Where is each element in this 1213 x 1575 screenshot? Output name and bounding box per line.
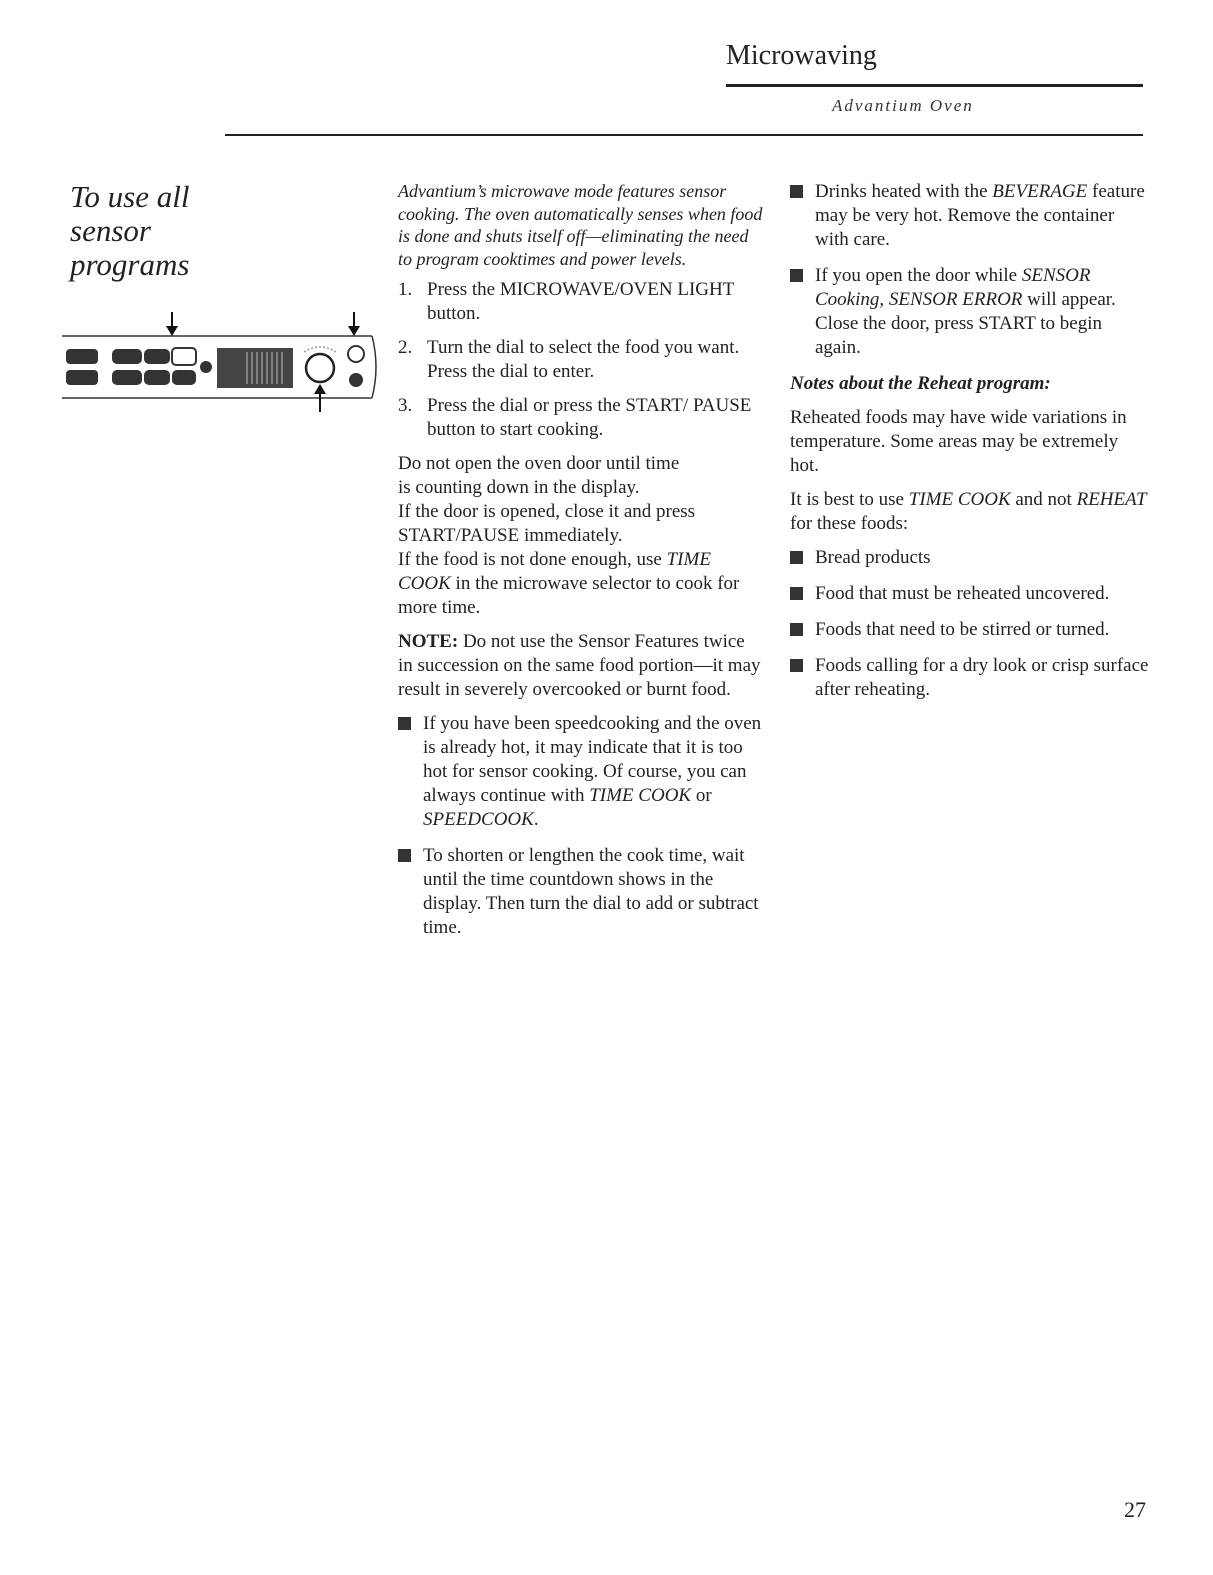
list-item: If you have been speedcooking and the oven is already hot, it may indicate that it is too hot for sensor cooking. Of course, you can always continue with TIME COOK or SPEEDCOOK. <box>398 712 763 832</box>
panel-right-edge <box>372 336 376 398</box>
bullet-square-icon <box>398 717 411 730</box>
step-list <box>398 278 763 442</box>
list-item: 3. Press the dial or press the START/ PAUSE button to start cooking. <box>398 395 752 440</box>
bullet-square-icon <box>790 551 803 564</box>
arrow-down-right-icon <box>348 312 360 336</box>
panel-button <box>144 349 170 364</box>
list-item: Drinks heated with the BEVERAGE feature may be very hot. Remove the container with care. <box>790 180 1150 252</box>
list-item: If you open the door while SENSOR Cooking, SENSOR ERROR will appear. Close the door, press START to begin again. <box>790 264 1150 360</box>
list-item: To shorten or lengthen the cook time, wait until the time countdown shows in the display. Then turn the dial to add or subtract time. <box>398 844 763 940</box>
page-header-subtitle: Advantium Oven <box>832 96 974 115</box>
page-header-title: Microwaving <box>726 40 877 71</box>
bullet-square-icon <box>790 269 803 282</box>
header-rule <box>726 84 1143 87</box>
door-paragraph: Do not open the oven door until time is counting down in the display. If the door is opened, close it and press START/PAUSE immediately. If the food is not done enough, use TIME COOK in the microwave selector to cook for more time. <box>398 453 740 618</box>
control-panel-illustration <box>62 312 380 416</box>
bullet-square-icon <box>790 659 803 672</box>
intro-paragraph: Advantium’s microwave mode features sensor cooking. The oven automatically senses when food is done and shuts itself off—eliminating the need to program cooktimes and power levels. <box>398 181 763 269</box>
column-one <box>398 180 763 952</box>
note-paragraph: NOTE: Do not use the Sensor Features twice in succession on the same food portion—it may result in severely overcooked or burnt food. <box>398 631 761 700</box>
list-item: Bread products <box>790 546 1150 570</box>
arrow-down-left-icon <box>166 312 178 336</box>
bullet-square-icon <box>790 587 803 600</box>
notes-heading: Notes about the Reheat program: <box>790 373 1051 394</box>
panel-indicator <box>200 361 212 373</box>
panel-button <box>172 370 196 385</box>
bullet-square-icon <box>790 185 803 198</box>
list-item: Foods that need to be stirred or turned. <box>790 618 1150 642</box>
panel-button <box>112 349 142 364</box>
best-paragraph: It is best to use TIME COOK and not REHEAT for these foods: <box>790 489 1147 534</box>
selector-dial <box>306 354 334 382</box>
panel-button <box>349 373 363 387</box>
panel-button <box>66 349 98 364</box>
page-number: 27 <box>1124 1497 1146 1522</box>
column-two <box>790 180 1150 714</box>
list-item: 2. Turn the dial to select the food you want. Press the dial to enter. <box>398 337 740 382</box>
list-item: Food that must be reheated uncovered. <box>790 582 1150 606</box>
panel-button <box>112 370 142 385</box>
bullet-square-icon <box>398 849 411 862</box>
list-item: 1. Press the MICROWAVE/OVEN LIGHT button. <box>398 279 734 324</box>
side-heading: To use all sensor programs <box>70 179 190 282</box>
reheat-paragraph: Reheated foods may have wide variations in temperature. Some areas may be extremely hot. <box>790 407 1127 476</box>
section-rule <box>225 134 1143 136</box>
panel-button <box>144 370 170 385</box>
start-pause-button <box>348 346 364 362</box>
panel-button <box>66 370 98 385</box>
bullet-square-icon <box>790 623 803 636</box>
list-item: Foods calling for a dry look or crisp surface after reheating. <box>790 654 1150 702</box>
microwave-oven-light-button <box>172 348 196 365</box>
